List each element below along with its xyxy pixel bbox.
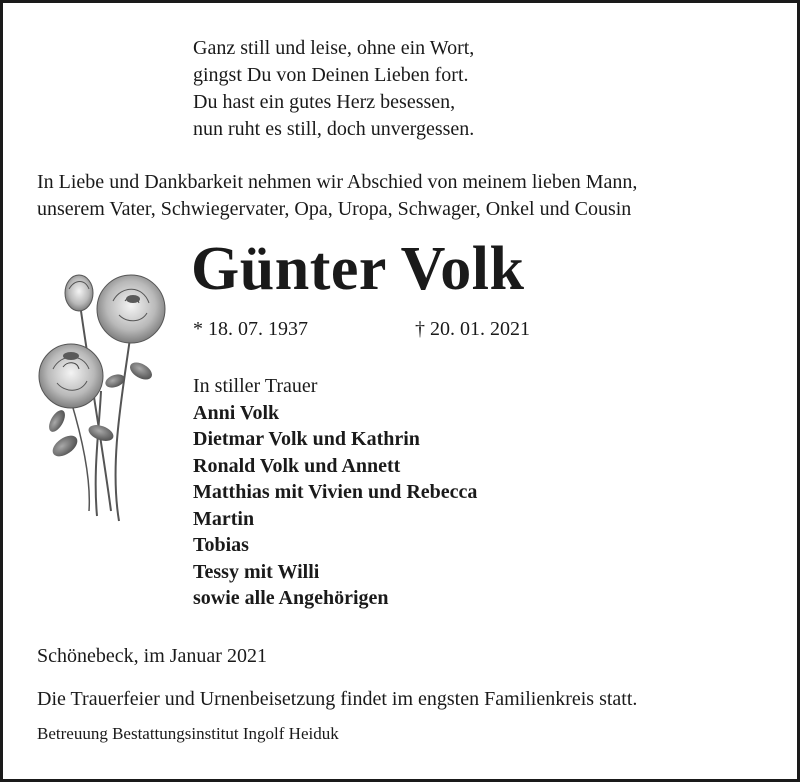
roses-icon (31, 271, 181, 531)
poem (193, 35, 474, 143)
poem-line: Du hast ein gutes Herz besessen, (193, 91, 456, 113)
poem-line: nun ruht es still, doch unvergessen. (193, 118, 475, 140)
farewell-line: unserem Vater, Schwiegervater, Opa, Uropa, Schwager, Onkel und Cousin (37, 198, 632, 220)
deceased-name: Günter Volk (191, 235, 525, 303)
place-date: Schönebeck, im Januar 2021 (37, 645, 267, 667)
service-note: Die Trauerfeier und Urnenbeisetzung findet im engsten Familienkreis statt. (37, 688, 638, 710)
mourner-name: sowie alle Angehörigen (193, 587, 389, 609)
mourner-name: Matthias mit Vivien und Rebecca (193, 481, 478, 503)
mourner-name: Martin (193, 507, 255, 530)
death-date: † 20. 01. 2021 (415, 318, 530, 340)
mourner-name: Ronald Volk und Annett (193, 454, 401, 477)
farewell-line: In Liebe und Dankbarkeit nehmen wir Abschied von meinem lieben Mann, (37, 171, 638, 193)
mourner-name: Dietmar Volk und Kathrin (193, 428, 420, 450)
funeral-home-note: Betreuung Bestattungsinstitut Ingolf Heiduk (37, 724, 339, 743)
mourner-name: Tessy mit Willi (193, 560, 320, 583)
poem-line: Ganz still und leise, ohne ein Wort, (193, 37, 475, 59)
mourners-heading: In stiller Trauer (193, 375, 318, 397)
poem-line: gingst Du von Deinen Lieben fort. (193, 64, 469, 86)
mourner-name: Anni Volk (193, 401, 280, 424)
mourner-name: Tobias (193, 534, 249, 556)
mourners-list (193, 373, 477, 612)
birth-date: * 18. 07. 1937 (193, 318, 308, 340)
farewell-text (37, 169, 637, 223)
